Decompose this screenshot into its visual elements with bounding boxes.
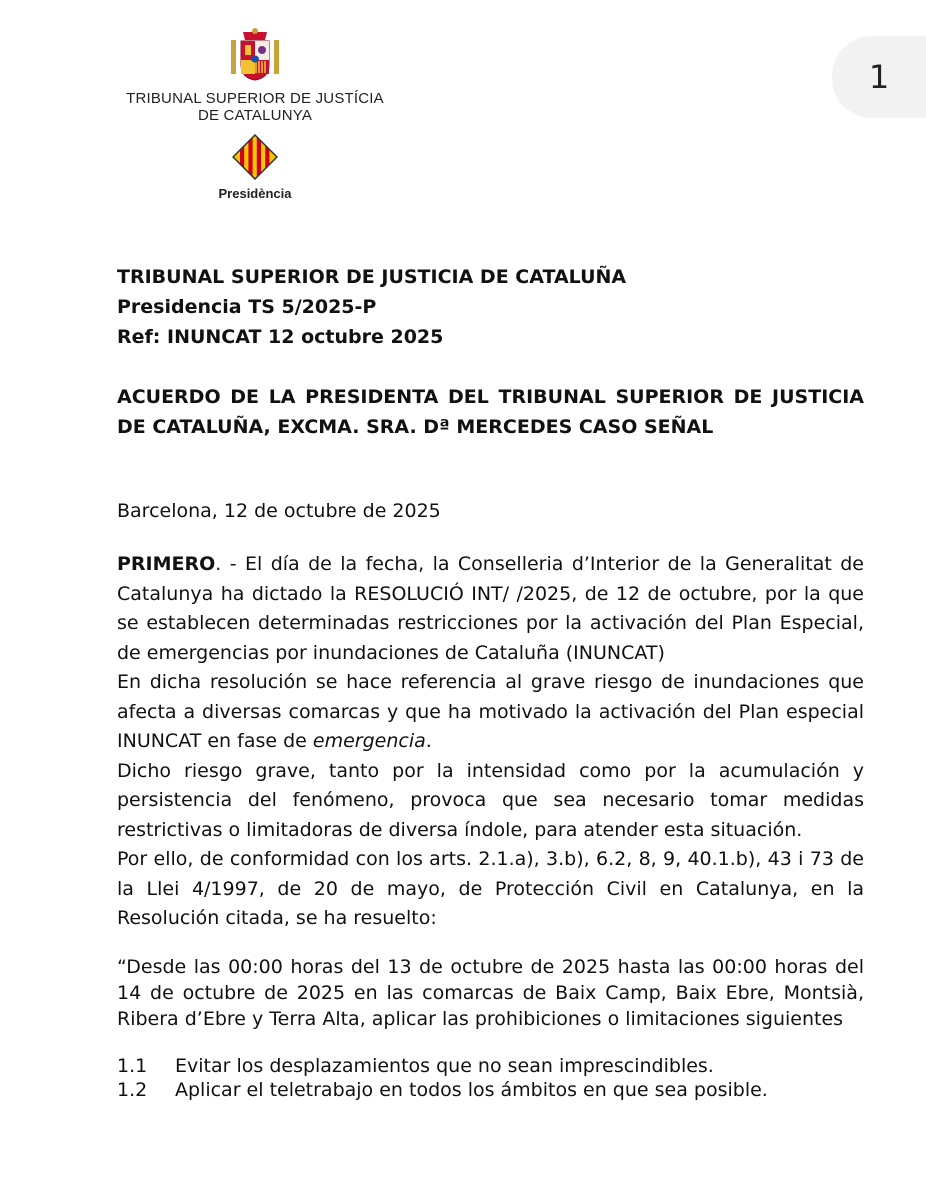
resolution-paragraph — [117, 668, 864, 757]
ref-presidencia: Presidencia TS 5/2025-P — [117, 296, 377, 318]
list-item-number: 1.1 — [117, 1054, 148, 1077]
acuerdo-heading: ACUERDO DE LA PRESIDENTA DEL TRIBUNAL SUPERIOR DE JUSTICIA DE CATALUÑA, EXCMA. SRA. Dª MERCEDES CASO SEÑAL — [117, 386, 864, 438]
presidencia-label: Presidència — [218, 186, 292, 201]
legal-basis-paragraph: Por ello, de conformidad con los arts. 2.1.a), 3.b), 6.2, 8, 9, 40.1.b), 43 i 73 de la Llei 4/1997, de 20 de mayo, de Protección Civil en Catalunya, en la Resolución citada, se ha resuelto: — [117, 848, 864, 929]
court-name — [110, 90, 400, 124]
risk-paragraph: Dicho riesgo grave, tanto por la intensidad como por la acumulación y persistencia del fenómeno, provoca que sea necesario tomar medidas restrictivas o limitadoras de diversa índole, para atender esta situación. — [117, 759, 864, 841]
catalonia-senyera-icon — [232, 134, 278, 180]
resolution-end: . — [425, 730, 432, 752]
resolution-quote: “Desde las 00:00 horas del 13 de octubre de 2025 hasta las 00:00 horas del 14 de octubre de 2025 en las comarcas de Baix Camp, Baix Ebre, Montsià, Ribera d’Ebre y Terra Alta, aplicar las prohibiciones o limitaciones siguientes — [117, 955, 864, 1030]
date-line: Barcelona, 12 de octubre de 2025 — [117, 500, 441, 522]
list-item-text: Evitar los desplazamientos que no sean imprescindibles. — [175, 1054, 714, 1077]
measures-list — [117, 1054, 864, 1102]
primero-paragraph — [117, 550, 864, 668]
primero-text: . - El día de la fecha, la Conselleria d’Interior de la Generalitat de Catalunya ha dictado la RESOLUCIÓ INT/ /2025, de 12 de octubre, por la que se establecen determinadas restricciones por la activación del Plan Especial, de emergencias por inundaciones de Cataluña (INUNCAT) — [117, 553, 864, 664]
ref-court: TRIBUNAL SUPERIOR DE JUSTICIA DE CATALUÑA — [117, 266, 627, 288]
document-body — [117, 262, 864, 1102]
spain-coat-of-arms-icon — [227, 26, 283, 84]
list-item — [117, 1078, 864, 1102]
ref-inuncat: Ref: INUNCAT 12 octubre 2025 — [117, 326, 444, 348]
list-item — [117, 1054, 864, 1078]
list-item-number: 1.2 — [117, 1078, 148, 1101]
resolution-text: En dicha resolución se hace referencia al grave riesgo de inundaciones que afecta a diversas comarcas y que ha motivado la activación del Plan especial INUNCAT en fase de — [117, 671, 864, 752]
letterhead — [110, 26, 400, 201]
court-name-line2: DE CATALUNYA — [197, 107, 313, 124]
primero-label: PRIMERO — [117, 553, 216, 575]
emergencia-emphasis: emergencia — [312, 730, 426, 752]
page-number-badge: 1 — [832, 36, 926, 118]
reference-block — [117, 262, 864, 352]
court-name-line1: TRIBUNAL SUPERIOR DE JUSTÍCIA — [126, 90, 384, 107]
list-item-text: Aplicar el teletrabajo en todos los ámbitos en que sea posible. — [175, 1078, 768, 1101]
